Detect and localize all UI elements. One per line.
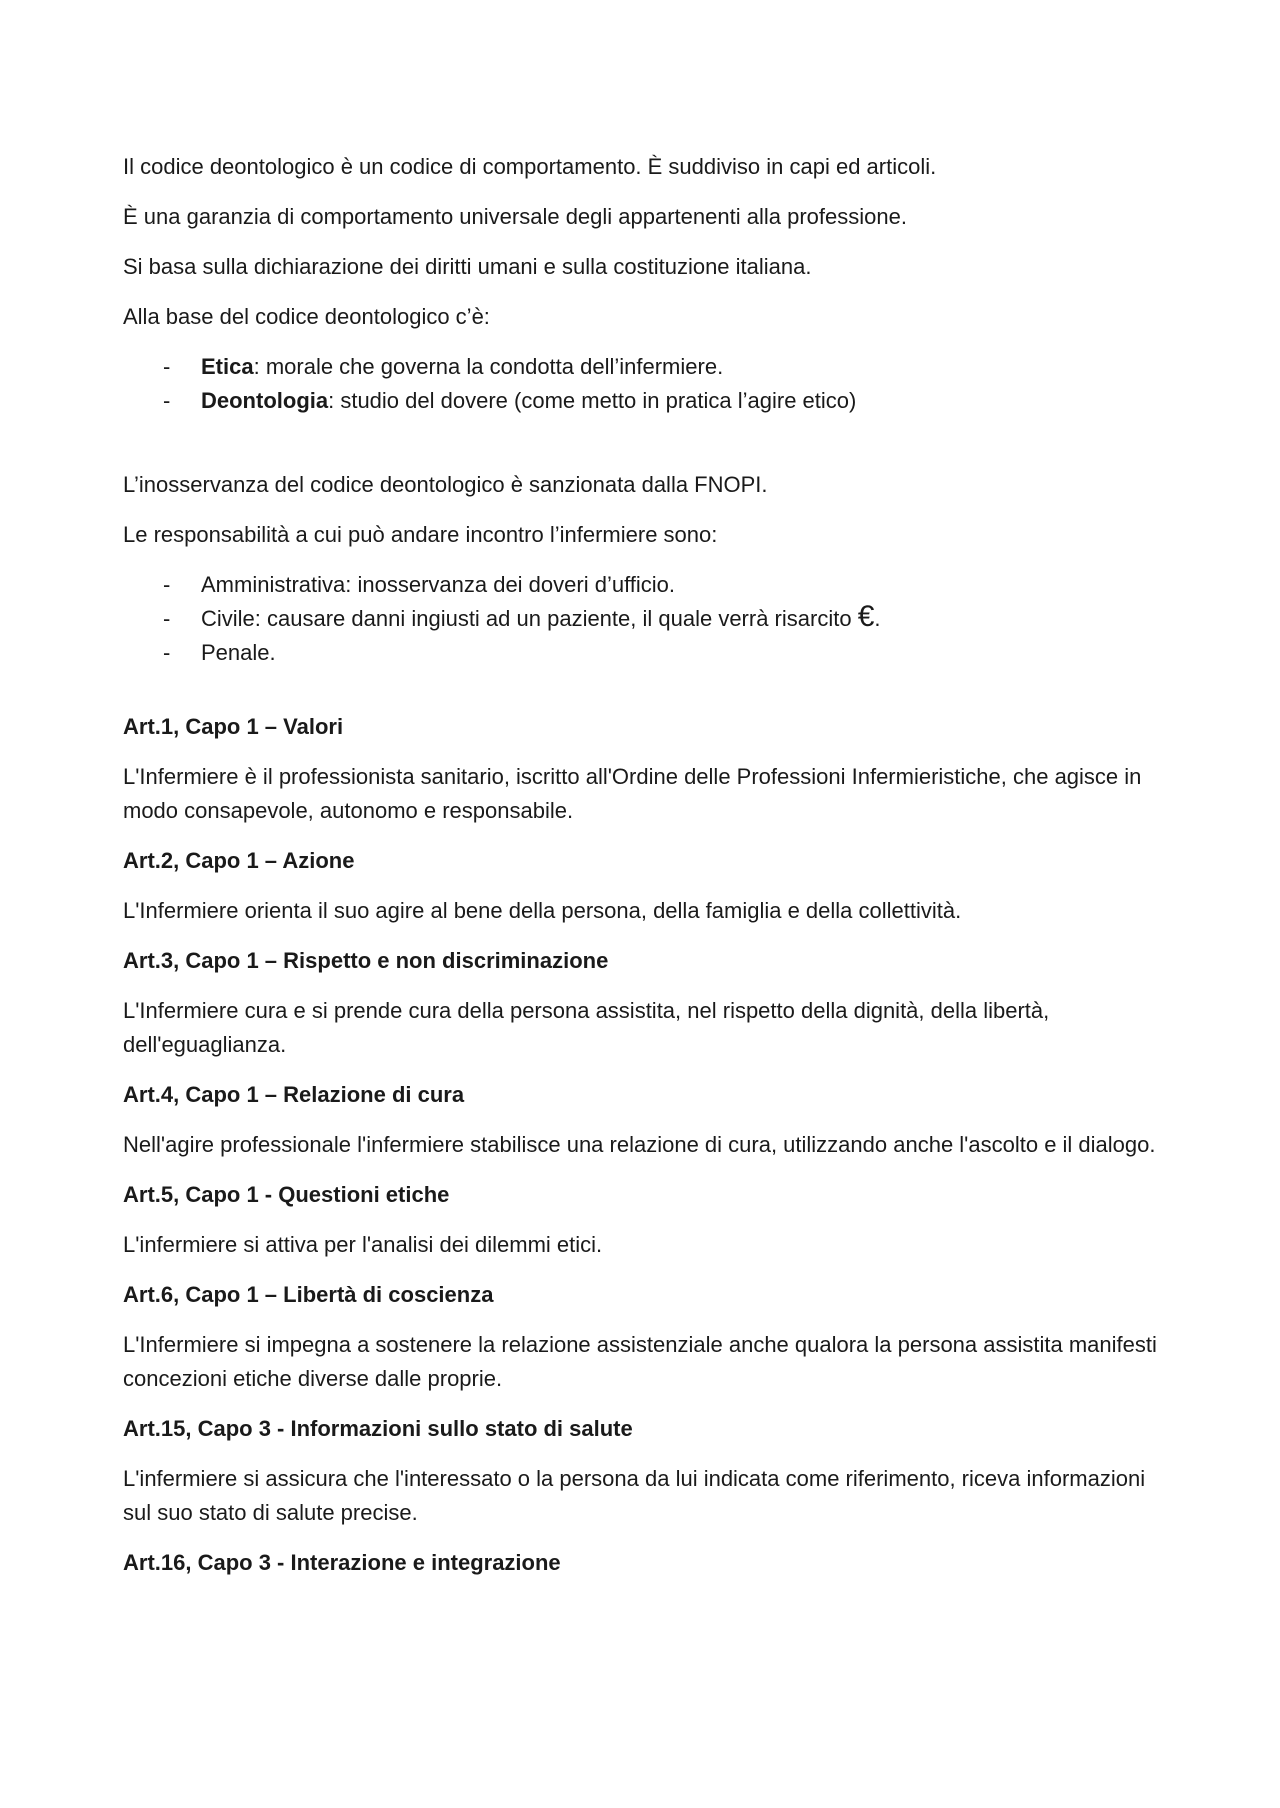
list-item-civile <box>123 602 1163 636</box>
list-dash: - <box>163 606 171 631</box>
article-body-5: L'infermiere si attiva per l'analisi dei dilemmi etici. <box>123 1232 603 1257</box>
list-item-etica <box>123 350 1163 384</box>
list-dash: - <box>163 354 171 379</box>
list-dash: - <box>163 572 171 597</box>
article-title-16: Art.16, Capo 3 - Interazione e integrazione <box>123 1550 561 1575</box>
article-body-2: L'Infermiere orienta il suo agire al bene della persona, della famiglia e della collettività. <box>123 898 962 923</box>
article-title-6: Art.6, Capo 1 – Libertà di coscienza <box>123 1282 494 1307</box>
list-term: Deontologia <box>201 388 329 413</box>
list-term: Etica <box>201 354 254 379</box>
list-text: Amministrativa: inosservanza dei doveri d’ufficio. <box>201 572 676 597</box>
article-body-3: L'Infermiere cura e si prende cura della persona assistita, nel rispetto della dignità, della libertà, dell'eguaglianza. <box>123 998 1050 1057</box>
list-text: Penale. <box>201 640 276 665</box>
list-text: Civile: causare danni ingiusti ad un paziente, il quale verrà risarcito <box>201 606 858 631</box>
list-dash: - <box>163 640 171 665</box>
article-body-15: L'infermiere si assicura che l'interessato o la persona da lui indicata come riferimento, riceva informazioni sul suo stato di salute precise. <box>123 1466 1146 1525</box>
spacer <box>123 434 1163 468</box>
article-title-15: Art.15, Capo 3 - Informazioni sullo stato di salute <box>123 1416 633 1441</box>
resp-paragraph-2: Le responsabilità a cui può andare incontro l’infermiere sono: <box>123 522 718 547</box>
resp-paragraph-1: L’inosservanza del codice deontologico è sanzionata dalla FNOPI. <box>123 472 768 497</box>
list-item-amministrativa <box>123 568 1163 602</box>
euro-icon: € <box>857 600 875 633</box>
spacer <box>123 686 1163 710</box>
article-title-5: Art.5, Capo 1 - Questioni etiche <box>123 1182 450 1207</box>
intro-paragraph-1: Il codice deontologico è un codice di comportamento. È suddiviso in capi ed articoli. <box>123 154 937 179</box>
list-item-penale <box>123 636 1163 670</box>
resp-list <box>123 568 1163 670</box>
article-title-1: Art.1, Capo 1 – Valori <box>123 714 344 739</box>
intro-paragraph-3: Si basa sulla dichiarazione dei diritti umani e sulla costituzione italiana. <box>123 254 812 279</box>
intro-list <box>123 350 1163 418</box>
article-body-6: L'Infermiere si impegna a sostenere la relazione assistenziale anche qualora la persona assistita manifesti concezioni etiche diverse dalle proprie. <box>123 1332 1157 1391</box>
article-title-2: Art.2, Capo 1 – Azione <box>123 848 355 873</box>
article-body-1: L'Infermiere è il professionista sanitario, iscritto all'Ordine delle Professioni Infermieristiche, che agisce in modo consapevole, autonomo e responsabile. <box>123 764 1142 823</box>
list-text-end: . <box>874 606 881 631</box>
list-item-deontologia <box>123 384 1163 418</box>
document-content <box>123 150 1163 1596</box>
list-text: : studio del dovere (come metto in pratica l’agire etico) <box>328 388 857 413</box>
list-text: : morale che governa la condotta dell’infermiere. <box>253 354 724 379</box>
article-title-3: Art.3, Capo 1 – Rispetto e non discriminazione <box>123 948 609 973</box>
intro-paragraph-4: Alla base del codice deontologico c’è: <box>123 304 490 329</box>
list-dash: - <box>163 388 171 413</box>
intro-paragraph-2: È una garanzia di comportamento universale degli appartenenti alla professione. <box>123 204 907 229</box>
article-body-4: Nell'agire professionale l'infermiere stabilisce una relazione di cura, utilizzando anche l'ascolto e il dialogo. <box>123 1132 1156 1157</box>
article-title-4: Art.4, Capo 1 – Relazione di cura <box>123 1082 465 1107</box>
